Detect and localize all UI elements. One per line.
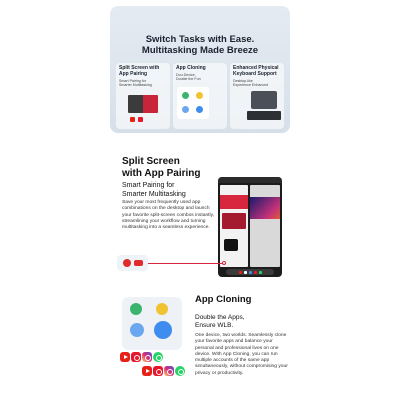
weibo-icon (131, 352, 141, 362)
hero-headline-line1: Switch Tasks with Ease. (145, 34, 255, 45)
mini-app-icons (130, 117, 143, 122)
dock-app-icon (259, 271, 262, 274)
hero-feature-title (233, 65, 281, 77)
clone-thumbnail (177, 87, 209, 119)
split-screen-title (122, 156, 212, 180)
green-user-icon (182, 92, 189, 99)
weibo-icon (123, 259, 131, 267)
dock-app-icon (249, 271, 252, 274)
hero-feature-title-line1: Split Screen with (119, 65, 160, 71)
youtube-icon (120, 352, 130, 362)
split-screen-thumbnail (128, 95, 158, 113)
split-screen-title-line1: Split Screen (122, 156, 180, 167)
tablet-left-app-pane (220, 185, 248, 267)
tablet-status-bar (218, 177, 282, 183)
thumbnail-right-pane (143, 95, 158, 113)
hero-feature-title-line1: App Cloning (176, 65, 206, 71)
hero-feature-keyboard (230, 63, 284, 129)
blue-user-icon (182, 106, 189, 113)
split-screen-subtitle-line1: Smart Pairing for (122, 182, 175, 189)
split-screen-tablet-image (218, 177, 282, 277)
blue-user-icon (130, 323, 144, 337)
app-cloning-subtitle-line2: Ensure WLB. (195, 322, 234, 329)
blue-user-icon (196, 106, 203, 113)
hero-feature-title (119, 65, 167, 77)
youtube-icon (142, 366, 152, 376)
hero-feature-subtitle-line2: Double the Fun (176, 77, 201, 82)
video-card (222, 213, 246, 229)
dock-app-icon (239, 271, 242, 274)
weibo-icon (153, 366, 163, 376)
cloned-app-icon-row (142, 366, 185, 376)
green-user-icon (130, 303, 142, 315)
pairing-connector-line (148, 263, 224, 264)
app-cloning-description: One device, two worlds. Seamlessly clone your favorite apps and balance your personal and professional lives on one device. With App Cloning, you can run multiple accounts of the same app simultaneously, without compromising your privacy or productivity. (195, 333, 288, 376)
app-cloning-illustration (122, 297, 182, 350)
youtube-icon (134, 260, 143, 266)
blue-user-icon (154, 321, 172, 339)
keyboard-base (247, 111, 281, 120)
app-cloning-subtitle (195, 314, 285, 330)
instagram-icon (164, 366, 174, 376)
hero-feature-subtitle-line2: Experience Enhanced (233, 83, 269, 88)
hero-feature-subtitle-line2: Smarter Multitasking (119, 83, 152, 88)
thumbnail-left-pane (128, 95, 143, 113)
whatsapp-icon (153, 352, 163, 362)
hero-feature-app-cloning (173, 63, 227, 129)
youtube-icon (130, 117, 135, 122)
hero-banner (110, 6, 290, 133)
tablet-dock (226, 269, 274, 275)
hero-feature-subtitle (176, 73, 224, 82)
keyboard-tablet-image (247, 91, 281, 121)
tiktok-icon (224, 239, 238, 251)
space-image (250, 197, 280, 219)
whatsapp-icon (175, 366, 185, 376)
hero-feature-title (176, 65, 224, 71)
tablet-screen (251, 91, 277, 109)
dock-app-icon (244, 271, 247, 274)
hero-feature-split-screen (116, 63, 170, 129)
app-cloning-title: App Cloning (195, 294, 252, 305)
yellow-user-icon (156, 303, 168, 315)
hero-feature-columns (116, 63, 284, 129)
yellow-user-icon (196, 92, 203, 99)
app-cloning-subtitle-line1: Double the Apps, (195, 314, 245, 321)
instagram-icon (142, 352, 152, 362)
split-screen-description: Save your most frequently used app combinations on the desktop and launch your favorite split-screen combos instantly, streamlining your workflow and turning multitasking into a seamless experience. (122, 200, 215, 231)
app-pair-chip (117, 255, 148, 271)
hero-feature-subtitle-line1: Desktop-like (233, 79, 253, 83)
hero-headline-line2: Multitasking Made Breeze (141, 45, 259, 56)
hero-feature-title-line2: App Pairing (119, 71, 148, 77)
hero-feature-subtitle-line1: Smart Pairing for (119, 79, 146, 83)
hero-feature-title-line1: Enhanced Physical (233, 65, 279, 71)
video-banner (220, 195, 248, 209)
hero-feature-title-line2: Keyboard Support (233, 71, 277, 77)
dock-app-icon (254, 271, 257, 274)
pairing-connector-dot (222, 261, 226, 265)
split-screen-title-line2: with App Pairing (122, 168, 201, 179)
hero-feature-subtitle (233, 79, 281, 88)
weibo-icon (138, 117, 143, 122)
split-screen-subtitle (122, 182, 212, 199)
tablet-right-app-pane (250, 185, 280, 267)
app-icon-row (120, 352, 163, 362)
hero-feature-subtitle (119, 79, 167, 88)
split-screen-subtitle-line2: Smarter Multitasking (122, 190, 186, 198)
hero-feature-subtitle-line1: Dou Device, (176, 73, 196, 77)
hero-headline (110, 34, 290, 56)
